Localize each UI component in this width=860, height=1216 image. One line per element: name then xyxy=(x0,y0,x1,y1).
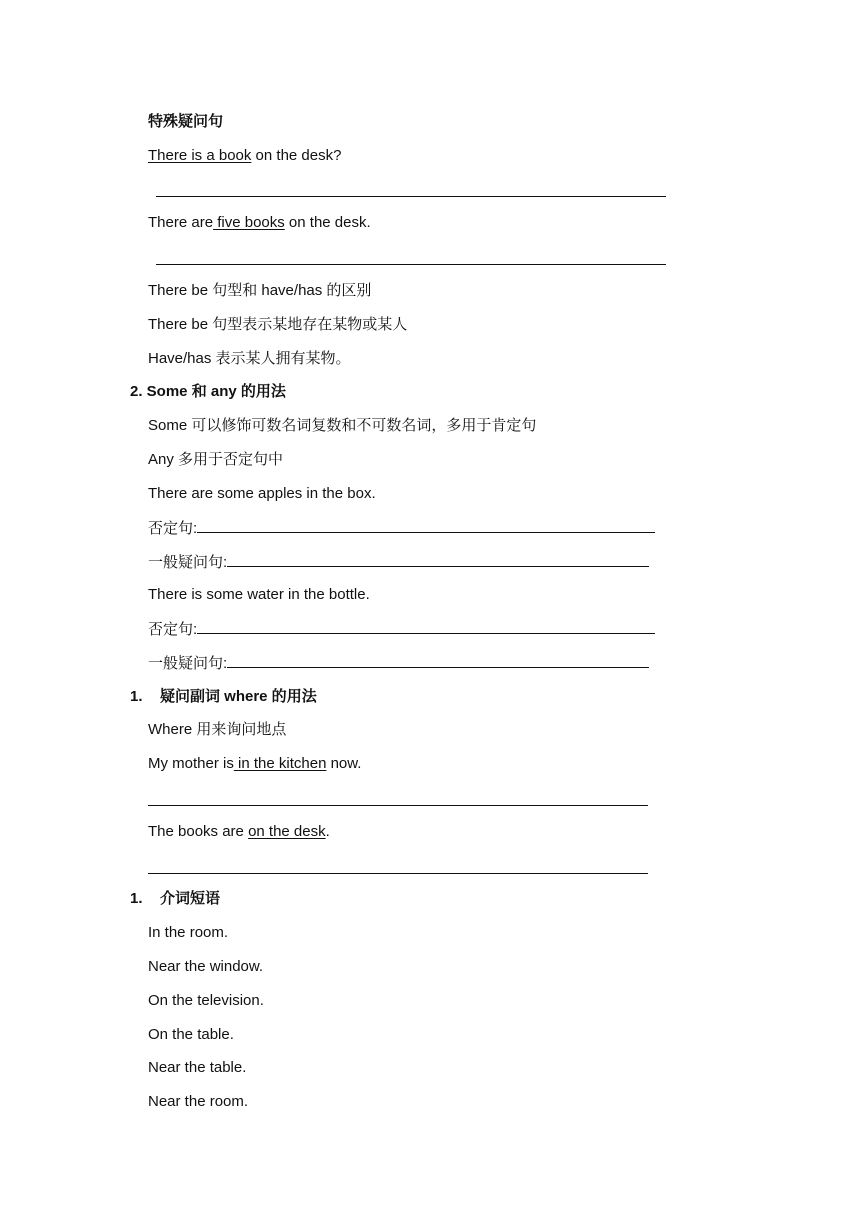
sentence-start: My mother is xyxy=(148,755,234,772)
question-row-2 xyxy=(148,653,649,674)
some-rule: Some 可以修饰可数名词复数和不可数名词，多用于肯定句 xyxy=(148,417,537,434)
negative-label: 否定句: xyxy=(148,520,198,537)
underlined-phrase: There is a book xyxy=(148,147,252,164)
prep-item: Near the window. xyxy=(148,958,264,975)
where-example-1 xyxy=(148,754,361,774)
some-example-2: There is some water in the bottle. xyxy=(148,586,370,603)
negative-row-2 xyxy=(148,619,655,640)
question-row-1 xyxy=(148,552,649,573)
question-label: 一般疑问句: xyxy=(148,554,228,571)
answer-blank xyxy=(197,619,655,634)
section-number: 1. xyxy=(130,890,143,907)
heading-text: 介词短语 xyxy=(160,890,221,907)
prep-item: On the table. xyxy=(148,1026,234,1043)
where-heading xyxy=(130,687,317,707)
section-number: 1. xyxy=(130,688,143,705)
underlined-phrase: on the desk xyxy=(248,823,326,840)
any-rule: Any 多用于否定句中 xyxy=(148,451,284,468)
special-questions-heading: 特殊疑问句 xyxy=(148,113,224,130)
answer-line xyxy=(156,196,666,197)
negative-row-1 xyxy=(148,518,655,539)
negative-label: 否定句: xyxy=(148,621,198,638)
answer-line xyxy=(148,805,648,806)
answer-line xyxy=(148,873,648,874)
prep-item: In the room. xyxy=(148,924,229,941)
prep-item: Near the table. xyxy=(148,1059,247,1076)
prep-item: Near the room. xyxy=(148,1093,249,1110)
there-be-have-title: There be 句型和 have/has 的区别 xyxy=(148,282,372,299)
there-be-rule: There be 句型表示某地存在某物或某人 xyxy=(148,316,408,333)
underlined-phrase: five books xyxy=(213,214,285,231)
sentence-rest: . xyxy=(325,823,330,840)
some-example-1: There are some apples in the box. xyxy=(148,485,376,502)
prep-heading xyxy=(130,889,220,909)
special-example-2 xyxy=(148,213,371,233)
sentence-rest: now. xyxy=(326,755,362,772)
answer-blank xyxy=(197,518,655,533)
special-example-1 xyxy=(148,146,341,166)
have-has-rule: Have/has 表示某人拥有某物。 xyxy=(148,350,351,367)
question-label: 一般疑问句: xyxy=(148,655,228,672)
heading-text: 疑问副词 where 的用法 xyxy=(160,688,317,705)
some-any-heading: 2. Some 和 any 的用法 xyxy=(130,383,286,400)
sentence-rest: on the desk? xyxy=(251,147,342,164)
sentence-start: There are xyxy=(148,214,214,231)
answer-blank xyxy=(227,552,649,567)
sentence-rest: on the desk. xyxy=(284,214,371,231)
answer-line xyxy=(156,264,666,265)
where-rule: Where 用来询问地点 xyxy=(148,721,287,738)
answer-blank xyxy=(227,653,649,668)
prep-item: On the television. xyxy=(148,992,264,1009)
sentence-start: The books are xyxy=(148,823,249,840)
underlined-phrase: in the kitchen xyxy=(233,755,327,772)
where-example-2 xyxy=(148,822,330,842)
